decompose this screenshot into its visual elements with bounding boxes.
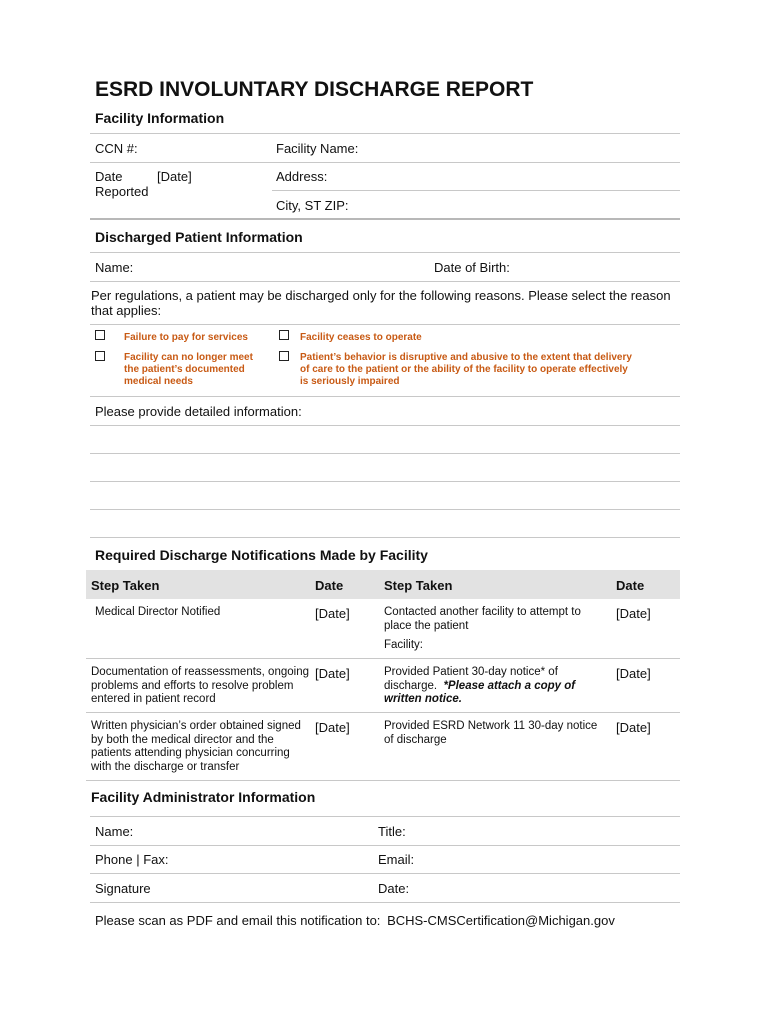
footer-email-link[interactable]: BCHS-CMSCertification@Michigan.gov xyxy=(387,913,615,928)
details-label: Please provide detailed information: xyxy=(95,404,302,419)
admin-email-field[interactable]: Email: xyxy=(378,852,415,867)
facility-heading: Facility Information xyxy=(95,110,225,126)
admin-phone-fax-field[interactable]: Phone | Fax: xyxy=(95,852,169,867)
reason-label-failure-to-pay: Failure to pay for services xyxy=(124,332,248,343)
table-header xyxy=(86,570,680,599)
column-step-taken-2: Step Taken xyxy=(384,578,453,593)
instructions-line-1: Per regulations, a patient may be discharged only for the following reasons. Please select the reason xyxy=(91,288,671,303)
step-esrd-network-notice: Provided ESRD Network 11 30-day notice of discharge xyxy=(384,720,598,746)
step-physician-order: Written physician’s order obtained signed by both the medical director and the patients attending physician concurring with the discharge or transfer xyxy=(91,720,301,773)
step-documentation: Documentation of reassessments, ongoing problems and efforts to resolve problem entered in patient record xyxy=(91,666,309,705)
contacted-facility-field[interactable]: Facility: xyxy=(384,639,423,651)
divider xyxy=(272,190,680,191)
reason-checkbox-medical-needs[interactable] xyxy=(95,351,105,361)
details-line[interactable] xyxy=(90,425,680,426)
date-reported-label: Date xyxy=(95,169,123,184)
divider xyxy=(90,133,680,134)
form-title: ESRD INVOLUNTARY DISCHARGE REPORT xyxy=(95,78,534,101)
admin-title-field[interactable]: Title: xyxy=(378,824,406,839)
divider xyxy=(86,658,680,659)
divider xyxy=(90,845,680,846)
date-medical-director[interactable]: [Date] xyxy=(315,606,350,621)
divider xyxy=(90,902,680,903)
divider xyxy=(86,780,680,781)
notifications-heading: Required Discharge Notifications Made by Facility xyxy=(95,547,428,563)
date-reported-label-2: Reported xyxy=(95,184,149,199)
facility-name-field[interactable]: Facility Name: xyxy=(276,141,359,156)
details-line[interactable] xyxy=(90,481,680,482)
column-date: Date xyxy=(315,578,344,593)
city-state-zip-field[interactable]: City, ST ZIP: xyxy=(276,198,349,213)
divider xyxy=(90,162,680,163)
reason-checkbox-disruptive-behavior[interactable] xyxy=(279,351,289,361)
divider xyxy=(90,324,680,325)
date-contacted-facility[interactable]: [Date] xyxy=(616,606,651,621)
admin-signature-field[interactable]: Signature xyxy=(95,881,151,896)
date-esrd-network-notice[interactable]: [Date] xyxy=(616,720,651,735)
reason-label-facility-ceases: Facility ceases to operate xyxy=(300,332,422,343)
admin-date-field[interactable]: Date: xyxy=(378,881,410,896)
step-30-day-notice: Provided Patient 30-day notice* of discharge. *Please attach a copy of written notice. xyxy=(384,666,576,705)
details-line[interactable] xyxy=(90,509,680,510)
details-line[interactable] xyxy=(90,453,680,454)
reason-checkbox-failure-to-pay[interactable] xyxy=(95,330,105,340)
patient-heading: Discharged Patient Information xyxy=(95,229,303,245)
details-line[interactable] xyxy=(90,537,680,538)
divider xyxy=(90,218,680,220)
date-of-birth-field[interactable]: Date of Birth: xyxy=(434,260,510,275)
date-30-day-notice[interactable]: [Date] xyxy=(616,666,651,681)
administrator-heading: Facility Administrator Information xyxy=(91,789,316,805)
date-physician-order[interactable]: [Date] xyxy=(315,720,350,735)
footer-instruction xyxy=(95,913,615,928)
divider xyxy=(86,712,680,713)
column-step-taken: Step Taken xyxy=(91,578,160,593)
divider xyxy=(90,281,680,282)
divider xyxy=(90,873,680,874)
reason-label-medical-needs: Facility can no longer meet the patient’s documented medical needs xyxy=(124,352,253,387)
address-field[interactable]: Address: xyxy=(276,169,328,184)
ccn-field[interactable]: CCN #: xyxy=(95,141,138,156)
footer-instruction-text: Please scan as PDF and email this notification to: xyxy=(95,913,381,928)
divider xyxy=(90,816,680,817)
column-date-2: Date xyxy=(616,578,645,593)
date-documentation[interactable]: [Date] xyxy=(315,666,350,681)
divider xyxy=(90,396,680,397)
reason-label-disruptive-behavior: Patient’s behavior is disruptive and abusive to the extent that delivery of care to the patient or the ability of the facility to operate effectively is seriously impaired xyxy=(300,352,632,387)
reason-checkbox-facility-ceases[interactable] xyxy=(279,330,289,340)
instructions-line-2: that applies: xyxy=(91,303,162,318)
patient-name-field[interactable]: Name: xyxy=(95,260,134,275)
admin-name-field[interactable]: Name: xyxy=(95,824,134,839)
step-contacted-facility: Contacted another facility to attempt to place the patient xyxy=(384,606,581,632)
step-medical-director: Medical Director Notified xyxy=(95,606,221,618)
date-reported-field[interactable]: [Date] xyxy=(157,169,192,184)
divider xyxy=(90,252,680,253)
